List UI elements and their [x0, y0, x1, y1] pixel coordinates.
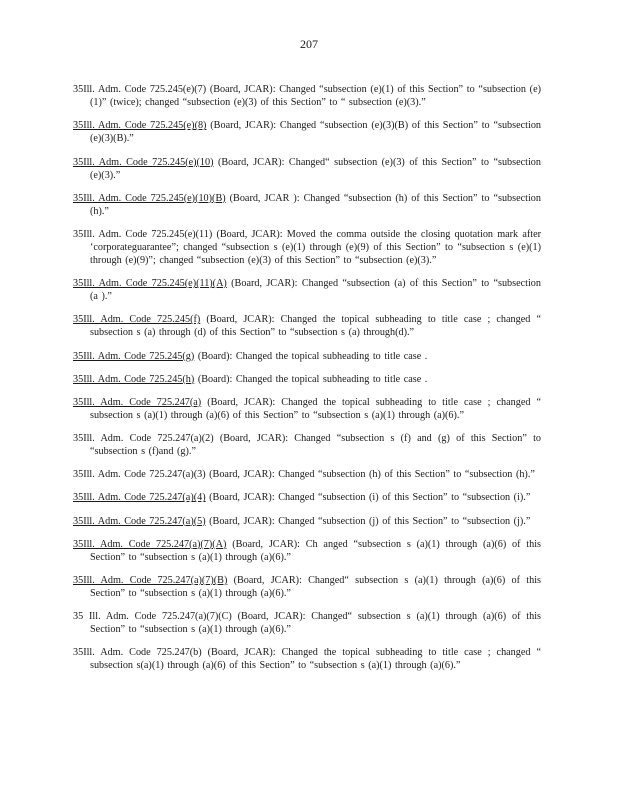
- entry-list: [73, 73, 541, 679]
- entry-paragraph: [73, 277, 541, 303]
- page-number: 207: [300, 37, 318, 51]
- entry-text: (Board, JCAR): Ch anged “subsection s (a)(1) through (a)(6) of this Section” to “subsection s (a)(1) through (a)(6).”: [90, 538, 541, 563]
- entry-text: (Board): Changed the topical subheading to title case .: [194, 350, 428, 362]
- entry-paragraph: [73, 432, 541, 458]
- entry-paragraph: [73, 228, 541, 267]
- code-reference: 35Ill. Adm. Code 725.247(b): [73, 647, 202, 659]
- entry-text: (Board): Changed the topical subheading to title case .: [194, 373, 428, 385]
- entry-paragraph: [73, 468, 541, 481]
- entry-text: (Board, JCAR): Changed the topical subheading to title case ; changed “ subsection s (a) through (d) of this Section” to “subsection s (a) through(d).”: [90, 314, 541, 339]
- entry-paragraph: [73, 574, 541, 600]
- entry-text: (Board, JCAR): Changed“ subsection (e)(3) of this Section” to “subsection (e)(3).”: [90, 156, 541, 181]
- code-reference: 35Ill. Adm. Code 725.245(e)(8): [73, 120, 207, 132]
- code-reference: 35 Ill. Adm. Code 725.247(a)(7)(C): [73, 611, 232, 623]
- entry-text: (Board, JCAR ): Changed “subsection (h) of this Section” to “subsection (h).”: [90, 192, 541, 217]
- code-reference: 35Ill. Adm. Code 725.245(h): [73, 373, 195, 385]
- code-reference: 35Ill. Adm. Code 725.247(a)(3): [73, 469, 206, 481]
- entry-text: (Board, JCAR): Changed “subsection (i) of this Section” to “subsection (i).”: [205, 492, 531, 504]
- entry-text: (Board, JCAR): Changed the topical subheading to title case ; changed “ subsection s(a)(1) through (a)(6) of this Section” to “subsection s (a)(1) through (a)(6).”: [90, 647, 542, 672]
- entry-paragraph: [73, 313, 541, 339]
- entry-text: (Board, JCAR): Changed“ subsection s (a)(1) through (a)(6) of this Section” to “subsection s (a)(1) through (a)(6).”: [90, 611, 542, 636]
- entry-paragraph: [73, 646, 541, 672]
- code-reference: 35Ill. Adm. Code 725.245(e)(7): [73, 84, 207, 96]
- code-reference: 35Ill. Adm. Code 725.245(e)(11)(A): [73, 278, 227, 290]
- entry-paragraph: [73, 538, 541, 564]
- entry-text: (Board, JCAR): Moved the comma outside the closing quotation mark after ‘corporateguarantee”; changed “subsection s (e)(1) through (e)(9) of this Section” to “subsection s (e)(1) through (e)(9)”; changed “subsection (e)(3) of this Section” to “subsection (e)(3).”: [90, 228, 542, 266]
- entry-text: (Board, JCAR): Changed “subsection (e)(1) of this Section” to “subsection (e)(1)” (twice); changed “subsection (e)(3) of this Section” to “ subsection (e)(3).”: [90, 84, 541, 109]
- code-reference: 35Ill. Adm. Code 725.245(e)(11): [73, 228, 213, 240]
- code-reference: 35Ill. Adm. Code 725.247(a)(7)(A): [73, 538, 227, 550]
- entry-paragraph: [73, 350, 541, 363]
- code-reference: 35Ill. Adm. Code 725.245(e)(10): [73, 156, 214, 168]
- entry-paragraph: [73, 396, 541, 422]
- entry-text: (Board, JCAR): Changed “subsection (a) of this Section” to “subsection (a ).”: [90, 278, 541, 303]
- entry-paragraph: [73, 491, 541, 504]
- entry-paragraph: [73, 610, 541, 636]
- entry-text: (Board, JCAR): Changed “subsection (h) of this Section” to “subsection (h).”: [205, 469, 535, 481]
- code-reference: 35Ill. Adm. Code 725.245(e)(10)(B): [73, 192, 226, 204]
- code-reference: 35Ill. Adm. Code 725.247(a)(2): [73, 433, 214, 445]
- code-reference: 35Ill. Adm. Code 725.245(g): [73, 350, 195, 362]
- entry-paragraph: [73, 119, 541, 145]
- code-reference: 35Ill. Adm. Code 725.245(f): [73, 314, 201, 326]
- entry-paragraph: [73, 515, 541, 528]
- entry-paragraph: [73, 373, 541, 386]
- entry-paragraph: [73, 156, 541, 182]
- entry-paragraph: [73, 192, 541, 218]
- entry-paragraph: [73, 83, 541, 109]
- entry-text: (Board, JCAR): Changed the topical subheading to title case ; changed “ subsection s (a)(1) through (a)(6) of this Section” to “subsection s (a)(1) through (a)(6).”: [90, 396, 541, 421]
- code-reference: 35Ill. Adm. Code 725.247(a): [73, 396, 202, 408]
- code-reference: 35Ill. Adm. Code 725.247(a)(7)(B): [73, 575, 228, 586]
- entry-text: (Board, JCAR): Changed “subsection (j) of this Section” to “subsection (j).”: [205, 515, 531, 527]
- entry-text: (Board, JCAR): Changed“ subsection s (a)(1) through (a)(6) of this Section” to “subsection s (a)(1) through (a)(6).”: [90, 575, 541, 599]
- entry-text: (Board, JCAR): Changed “subsection s (f) and (g) of this Section” to “subsection s (f)and (g).”: [90, 433, 541, 458]
- entry-text: (Board, JCAR): Changed “subsection (e)(3)(B) of this Section” to “subsection (e)(3)(B).”: [90, 120, 542, 145]
- code-reference: 35Ill. Adm. Code 725.247(a)(4): [73, 492, 206, 504]
- code-reference: 35Ill. Adm. Code 725.247(a)(5): [73, 515, 206, 527]
